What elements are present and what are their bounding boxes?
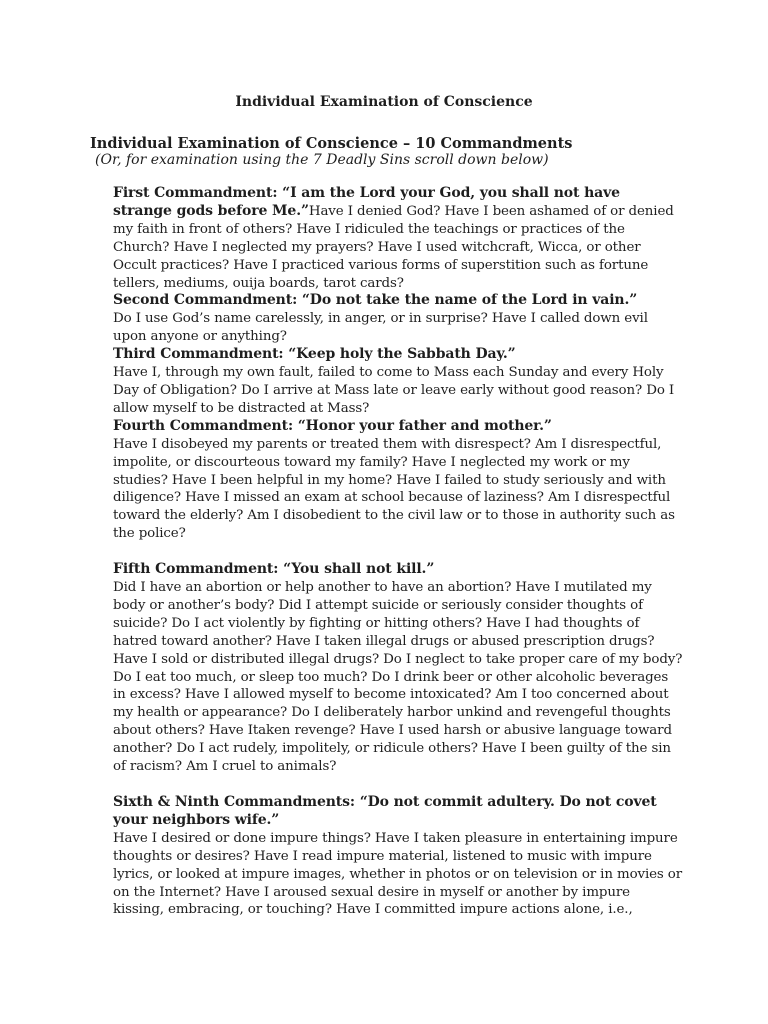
commandment-text: Have I desired or done impure things? Have I taken pleasure in entertaining impure thoughts or desires? Have I read impure material, listened to music with impure lyrics, or looked at impure images, whether in photos or on television or in movies or on the Internet? Have I aroused sexual desire in myself or another by impure kissing, embracing, or touching? Have I committed impure actions alone, i.e., (113, 830, 683, 918)
commandment-text: Have I, through my own fault, failed to come to Mass each Sunday and every Holy Day of Obligation? Do I arrive at Mass late or leave early without good reason? Do I allow myself to be distracted at Mass? (113, 365, 675, 416)
commandment-text: Did I have an abortion or help another to have an abortion? Have I mutilated my body or another’s body? Did I attempt suicide or seriously consider thoughts of suicide? Do I act violently by fighting or hitting others? Have I had thoughts of hatred toward another? Have I taken illegal drugs or abused prescription drugs? Have I sold or distributed illegal drugs? Do I neglect to take proper care of my body? Do I eat too much, or sleep too much? Do I drink beer or other alcoholic beverages in excess? Have I allowed myself to become intoxicated? Am I too concerned about my health or appearance? Do I deliberately harbor unkind and revengeful thoughts about others? Have Itaken revenge? Have I used harsh or abusive language toward another? Do I act rudely, impolitely, or ridicule others? Have I been guilty of the sin of racism? Am I cruel to animals? (113, 580, 683, 775)
spacer (113, 543, 683, 561)
commandment-heading: Fifth Commandment: “You shall not kill.” (113, 561, 435, 578)
commandment-text: Have I disobeyed my parents or treated them with disrespect? Am I disrespectful, impolite, or discourteous toward my family? Have I neglected my work or my studies? Have I been helpful in my home? Have I failed to study seriously and with diligence? Have I missed an exam at school because of laziness? Am I disrespectful toward the elderly? Am I disobedient to the civil law or to those in authority such as the police? (113, 436, 675, 542)
commandment-5 (113, 561, 683, 776)
commandment-2 (113, 292, 683, 346)
commandment-heading: Sixth & Ninth Commandments: “Do not commit adultery. Do not covet your neighbors wife.” (113, 794, 657, 828)
document-title: Individual Examination of Conscience (235, 94, 533, 110)
commandment-3 (113, 346, 683, 418)
commandment-text: Have I denied God? Have I been ashamed of or denied my faith in front of others? Have I ridiculed the teachings or practices of the Church? Have I neglected my prayers? Have I used witchcraft, Wicca, or other Occult practices? Have I practiced various forms of superstition such as fortune tellers, mediums, ouija boards, tarot cards? (113, 203, 674, 291)
commandment-heading: First Commandment: “I am the Lord your God, you shall not have strange gods before Me.” (113, 185, 620, 219)
commandment-text: Do I use God’s name carelessly, in anger, or in surprise? Have I called down evil upon anyone or anything? (113, 311, 648, 345)
commandment-1 (113, 185, 683, 292)
spacer (113, 776, 683, 794)
commandment-heading: Third Commandment: “Keep holy the Sabbath Day.” (113, 346, 516, 363)
commandment-6-9 (113, 794, 683, 919)
commandment-4 (113, 418, 683, 543)
commandment-heading: Fourth Commandment: “Honor your father and mother.” (113, 417, 552, 434)
section-heading: Individual Examination of Conscience – 10 Commandments (90, 135, 573, 152)
commandment-heading: Second Commandment: “Do not take the name of the Lord in vain.” (113, 292, 638, 309)
commandments-list (113, 185, 683, 919)
section-note: (Or, for examination using the 7 Deadly Sins scroll down below) (95, 152, 549, 168)
